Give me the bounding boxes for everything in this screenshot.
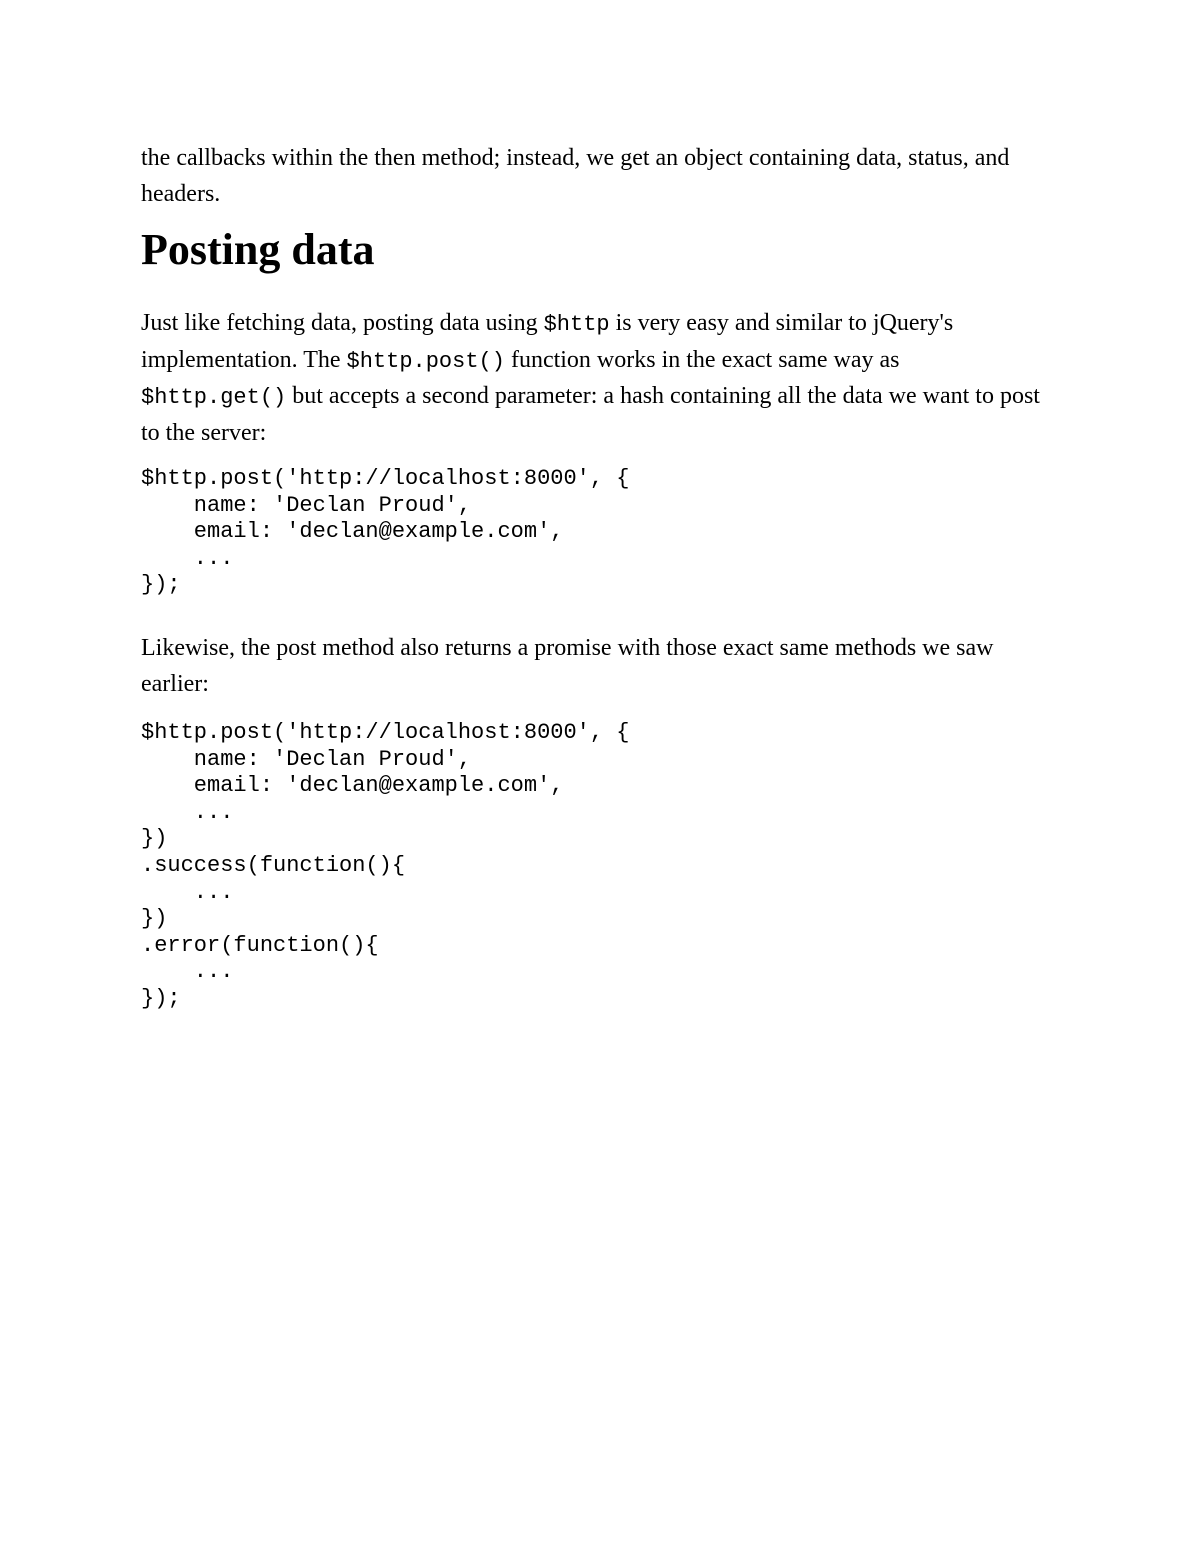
text-run: Just like fetching data, posting data using xyxy=(141,310,544,336)
body-paragraph-promise: Likewise, the post method also returns a promise with those exact same methods we saw earlier: xyxy=(141,635,994,697)
inline-code-http-post: $http.post() xyxy=(346,348,505,374)
code-block-post-promise-example: $http.post('http://localhost:8000', { name: 'Declan Proud', email: 'declan@example.com', ... }) .success(function(){ ... }) .error(function(){ ... }); xyxy=(141,720,630,1011)
section-heading: Posting data xyxy=(141,225,375,274)
text-run: function works in the exact same way as xyxy=(504,346,900,373)
inline-code-http: $http xyxy=(543,312,610,337)
code-block-post-example: $http.post('http://localhost:8000', { name: 'Declan Proud', email: 'declan@example.com', ... }); xyxy=(141,466,630,598)
body-paragraph-http-post xyxy=(141,306,1041,451)
intro-paragraph: the callbacks within the then method; instead, we get an object containing data, status, and headers. xyxy=(141,145,1010,207)
inline-code-http-get: $http.get() xyxy=(141,385,287,410)
text-run: but accepts a second parameter: a hash containing all the data we want to post to the server: xyxy=(141,383,1040,446)
text-run: is very easy and similar to jQuery's implementation. The xyxy=(141,310,954,373)
